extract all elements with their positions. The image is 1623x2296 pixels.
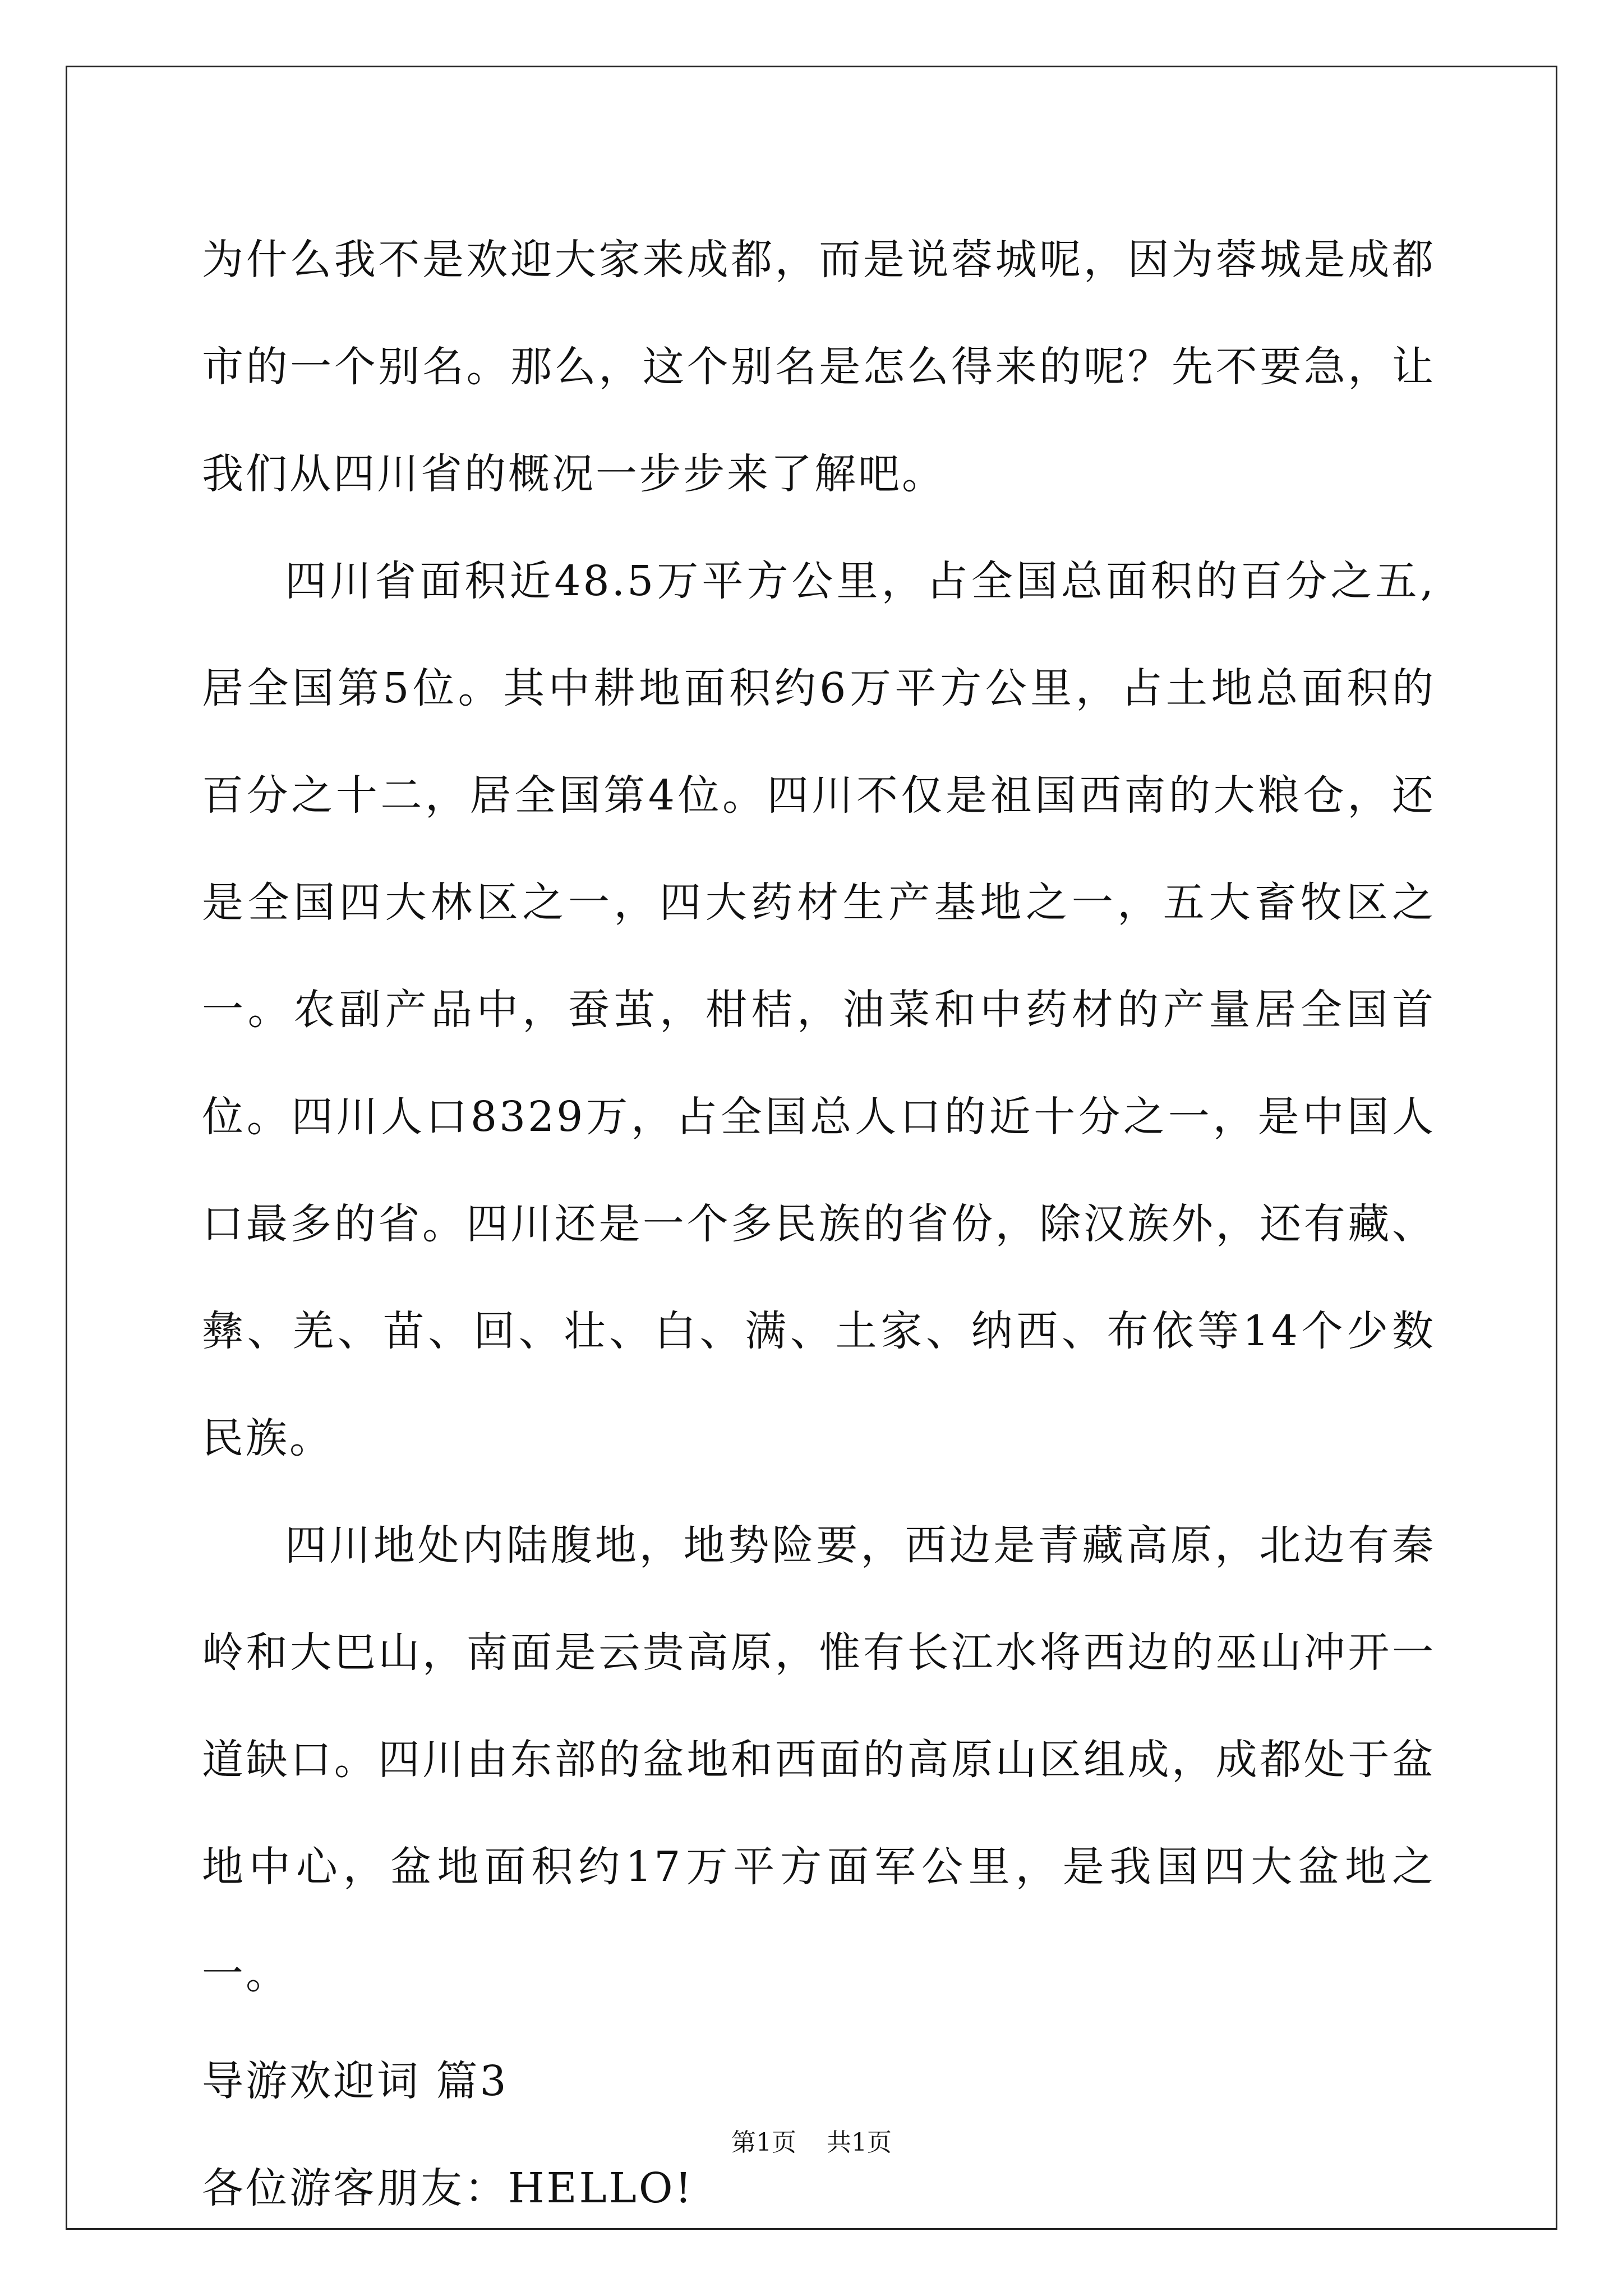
paragraph-1: 为什么我不是欢迎大家来成都，而是说蓉城呢，因为蓉城是成都市的一个别名。那么，这个别名是怎么得来的呢？先不要急，让我们从四川省的概况一步步来了解吧。 — [202, 236, 1436, 498]
page-total: 共1页 — [827, 2128, 892, 2157]
section-heading: 导游欢迎词 篇3 — [202, 2057, 509, 2105]
document-body — [202, 206, 1436, 2242]
paragraph-3: 四川地处内陆腹地，地势险要，西边是青藏高原，北边有秦岭和大巴山，南面是云贵高原，惟有长江水将西边的巫山冲开一道缺口。四川由东部的盆地和西面的高原山区组成，成都处于盆地中心，盆地面积约17万平方面军公里，是我国四大盆地之一。 — [202, 1521, 1436, 1998]
greeting-line: 各位游客朋友：HELLO! — [202, 2164, 694, 2212]
page-number: 第1页 — [731, 2128, 796, 2157]
page-footer — [0, 2126, 1623, 2160]
paragraph-2: 四川省面积近48.5万平方公里，占全国总面积的百分之五,居全国第5位。其中耕地面积约6万平方公里，占土地总面积的百分之十二，居全国第4位。四川不仅是祖国西南的大粮仓，还是全国四大林区之一，四大药材生产基地之一，五大畜牧区之一。农副产品中，蚕茧，柑桔，油菜和中药材的产量居全国首位。四川人口8329万，占全国总人口的近十分之一，是中国人口最多的省。四川还是一个多民族的省份，除汉族外，还有藏、彝、羌、苗、回、壮、白、满、土家、纳西、布依等14个少数民族。 — [202, 557, 1436, 1462]
